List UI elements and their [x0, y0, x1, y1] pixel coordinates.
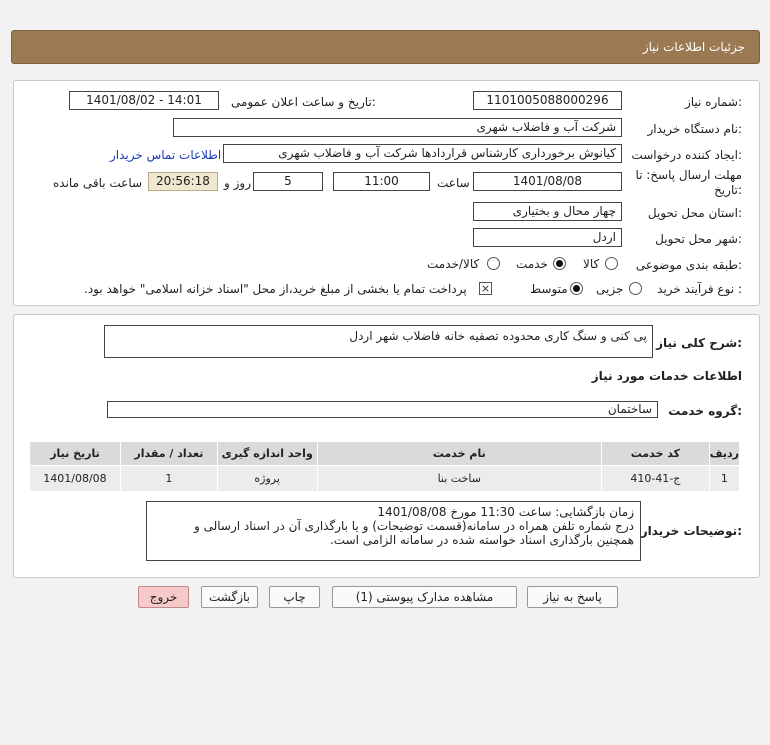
page-title: جزئیات اطلاعات نیاز	[642, 40, 745, 54]
buyer-org-field: شرکت آب و فاضلاب شهری	[173, 118, 622, 137]
table-header-row	[30, 442, 740, 466]
city-label: شهر محل تحویل:	[655, 232, 742, 246]
cell-row: 1	[709, 466, 739, 492]
cell-unit: پروژه	[217, 466, 317, 492]
days-remaining-field: 5	[253, 172, 323, 191]
cell-code: ج-41-410	[601, 466, 709, 492]
buyer-contact-link[interactable]: اطلاعات تماس خریدار	[110, 148, 222, 162]
deadline-time-field: 11:00	[333, 172, 430, 191]
page-header	[11, 30, 760, 64]
deadline-date-field: 1401/08/08	[473, 172, 622, 191]
summary-label: شرح کلی نیاز:	[656, 336, 742, 350]
col-qty-header: تعداد / مقدار	[120, 442, 217, 466]
services-title: اطلاعات خدمات مورد نیاز	[591, 369, 742, 383]
deadline-label: مهلت ارسال پاسخ: تا تاریخ:	[635, 168, 742, 197]
treasury-checkbox[interactable]: ⨯	[480, 282, 491, 295]
province-label: استان محل تحویل:	[647, 206, 742, 220]
process-medium-radio[interactable]	[570, 282, 583, 295]
need-number-label: شماره نیاز:	[684, 95, 742, 109]
print-button[interactable]: چاپ	[269, 586, 320, 608]
reply-button[interactable]: پاسخ به نیاز	[527, 586, 618, 608]
attachments-button[interactable]: مشاهده مدارک پیوستی (1)	[332, 586, 517, 608]
cell-qty: 1	[120, 466, 217, 492]
process-minor-label: جزیی	[596, 282, 624, 296]
category-goods-radio[interactable]	[605, 257, 618, 270]
services-table	[29, 441, 740, 492]
payment-note: پرداخت تمام یا بخشی از مبلغ خرید،از محل "اسناد خزانه اسلامی" خواهد بود.	[84, 282, 467, 296]
category-label: طبقه بندی موضوعی:	[635, 258, 742, 272]
buyer-notes-label: توضیحات خریدار:	[640, 524, 742, 538]
back-button[interactable]: بازگشت	[201, 586, 258, 608]
announce-field: 1401/08/02 - 14:01	[69, 91, 219, 110]
summary-field: پی کنی و سنگ کاری محدوده تصفیه خانه فاضلاب شهر اردل	[104, 325, 653, 358]
category-service-label: خدمت	[516, 257, 548, 271]
process-minor-radio[interactable]	[629, 282, 642, 295]
col-code-header: کد خدمت	[601, 442, 709, 466]
creator-label: ایجاد کننده درخواست:	[631, 148, 742, 162]
service-group-field: ساختمان	[107, 401, 658, 418]
deadline-time-label: ساعت	[437, 176, 470, 190]
exit-button[interactable]: خروج	[138, 586, 189, 608]
city-field: اردل	[473, 228, 622, 247]
process-label: نوع فرآیند خرید :	[657, 282, 742, 296]
buyer-notes-line2: درج شماره تلفن همراه در سامانه(قسمت توضیحات) و یا بارگذاری آن در اسناد ارسالی و همچنین بارگذاری اسناد خواسته شده در سامانه الزامی است.	[193, 519, 634, 547]
category-goods-label: کالا	[583, 257, 600, 271]
category-goods-service-label: کالا/خدمت	[427, 257, 480, 271]
announce-label: تاریخ و ساعت اعلان عمومی:	[231, 95, 376, 109]
need-number-field: 1101005088000296	[473, 91, 622, 110]
services-table-wrap	[29, 441, 740, 492]
col-date-header: تاریخ نیاز	[30, 442, 121, 466]
category-goods-service-radio[interactable]	[487, 257, 500, 270]
buyer-notes-field	[146, 501, 641, 561]
process-medium-label: متوسط	[530, 282, 568, 296]
province-field: چهار محال و بختیاری	[473, 202, 622, 221]
creator-field: کیانوش برخورداری کارشناس قراردادها شرکت آب و فاضلاب شهری	[223, 144, 622, 163]
days-label: روز و	[224, 176, 251, 190]
service-group-label: گروه خدمت:	[668, 404, 742, 418]
col-row-header: ردیف	[709, 442, 739, 466]
remaining-time-field: 20:56:18	[148, 172, 218, 191]
cell-name: ساخت بنا	[317, 466, 601, 492]
remaining-time-label: ساعت باقی مانده	[53, 176, 143, 190]
buyer-notes-line1: زمان بازگشایی: ساعت 11:30 مورخ 1401/08/08	[377, 505, 634, 519]
table-row	[30, 466, 740, 492]
buyer-org-label: نام دستگاه خریدار:	[647, 122, 742, 136]
col-name-header: نام خدمت	[317, 442, 601, 466]
category-service-radio[interactable]	[553, 257, 566, 270]
cell-date: 1401/08/08	[30, 466, 121, 492]
col-unit-header: واحد اندازه گیری	[217, 442, 317, 466]
